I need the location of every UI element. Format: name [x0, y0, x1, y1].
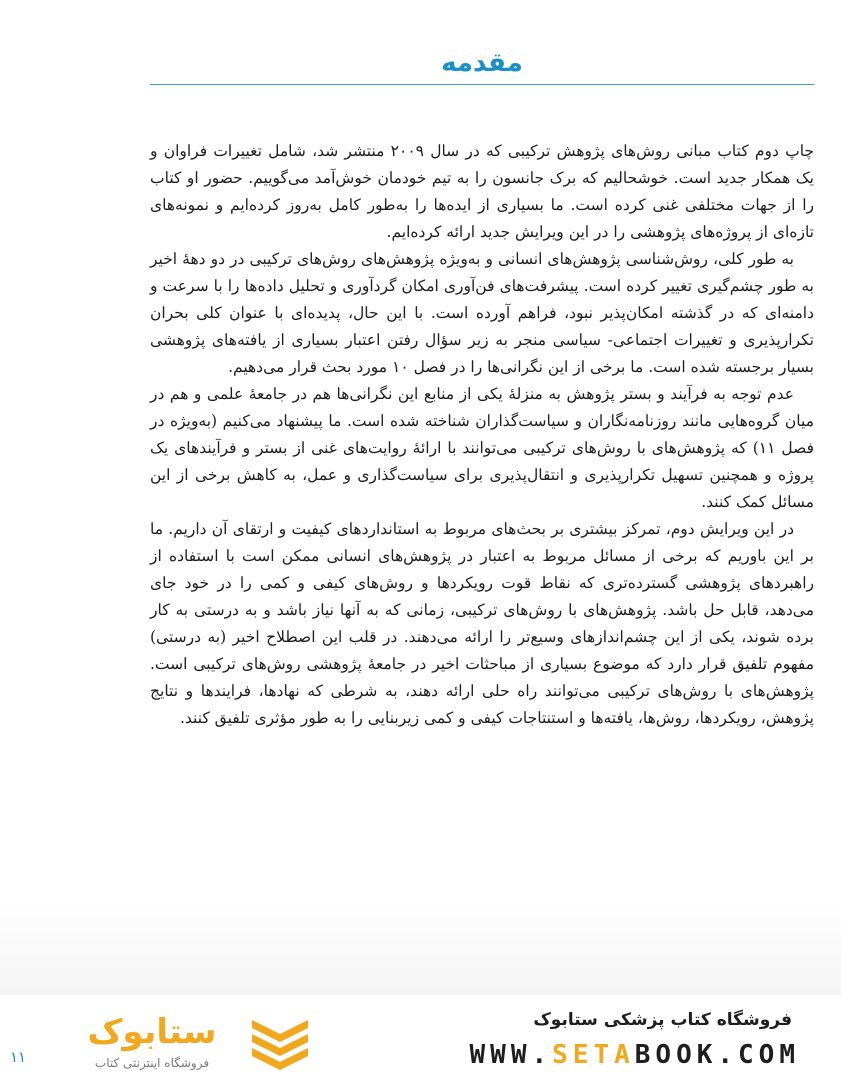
- store-logo: [62, 1012, 312, 1076]
- paragraph-3: عدم توجه به فرآیند و بستر پژوهش به منزلهٔ یکی از منابع این نگرانی‌ها هم در جامعهٔ علمی و هم در میان گروه‌هایی مانند روزنامه‌نگاران و سیاست‌گذاران شناخته شده است. ما پیشنهاد می‌کنیم (به‌ویژه در فصل ۱۱) که پژوهش‌های با روش‌های ترکیبی می‌توانند با ارائهٔ روایت‌های غنی از بستر و فرآیندهای یک پروژه و همچنین تسهیل تکرارپذیری و انتقال‌پذیری برای سیاست‌گذاری و عمل، به کاهش برخی از این مسائل کمک کنند.: [150, 385, 814, 511]
- paragraph-4: در این ویرایش دوم، تمرکز بیشتری بر بحث‌های مربوط به استانداردهای کیفیت و ارتقای آن داریم. ما بر این باوریم که برخی از مسائل مربوط به اعتبار در پژوهش‌های انسانی ممکن است با استفاده از راهبردهای پژوهشی گسترده‌تری که نقاط قوت رویکردها و روش‌های کیفی و کمی را در خود جای می‌دهد، قابل حل باشد. پژوهش‌های با روش‌های ترکیبی، زمانی که به آنها نیاز باشد و به درستی به کار برده شوند، یکی از این چشم‌اندازهای وسیع‌تر را ارائه می‌دهند. در قلب این اصطلاح اخیر (به درستی) مفهوم تلفیق قرار دارد که موضوع بسیاری از مباحثات اخیر در جامعهٔ پژوهشی روش‌های ترکیبی است. پژوهش‌های با روش‌های ترکیبی می‌توانند راه حلی ارائه دهند، به شرطی که نهادها، فرایندها و نتایج پژوهش، رویکردها، روش‌ها، یافته‌ها و استنتاجات کیفی و کمی زیربنایی را به طور مؤثری تلفیق کنند.: [150, 520, 814, 727]
- paragraph-2: به طور کلی، روش‌شناسی پژوهش‌های انسانی و به‌ویژه پژوهش‌های روش‌های ترکیبی در دو دههٔ اخیر به طور چشم‌گیری تغییر کرده است. پیشرفت‌های فن‌آوری امکان گردآوری و تحلیل داده‌ها را با سرعت و دامنه‌ای که در گذشته امکان‌پذیر نبود، فراهم آورده است. با این حال، پدیده‌ای با عنوان کلی بحران تکرارپذیری و تغییرات اجتماعی- سیاسی منجر به زیر سؤال رفتن اعتبار بسیاری از یافته‌های پژوهشی بسیار برجسته شده است. ما برخی از این نگرانی‌ها را در فصل ۱۰ مورد بحث قرار می‌دهیم.: [150, 250, 814, 376]
- url-suffix: BOOK.COM: [634, 1040, 800, 1070]
- logo-wordmark: ستابوک: [87, 1012, 217, 1052]
- paragraph-1: چاپ دوم کتاب مبانی روش‌های پژوهش ترکیبی که در سال ۲۰۰۹ منتشر شد، شامل تغییرات فراوان و یک همکار جدید است. خوشحالیم که برک جانسون را به تیم خودمان خوش‌آمد می‌گوییم. حضور او کتاب را از جهات مختلفی غنی کرده است. ما بسیاری از ایده‌ها را به‌طور کامل به‌روز کرده‌ایم و نمونه‌های تازه‌ای از پروژه‌های پژوهشی را در این ویرایش جدید ارائه کرده‌ایم.: [150, 142, 814, 241]
- body-text: [150, 138, 814, 732]
- title-divider: [150, 84, 814, 85]
- footer-fade: [0, 905, 841, 995]
- url-highlight: SETA: [552, 1040, 635, 1070]
- page-number: ۱۱: [9, 1048, 27, 1066]
- store-url[interactable]: [430, 1040, 800, 1070]
- book-stack-icon: [248, 1014, 312, 1072]
- page-title: مقدمه: [441, 48, 523, 79]
- url-prefix: WWW.: [469, 1040, 553, 1070]
- logo-subtitle: فروشگاه اینترنتی کتاب: [94, 1056, 210, 1070]
- store-name: فروشگاه کتاب پزشکی ستابوک: [533, 1010, 792, 1030]
